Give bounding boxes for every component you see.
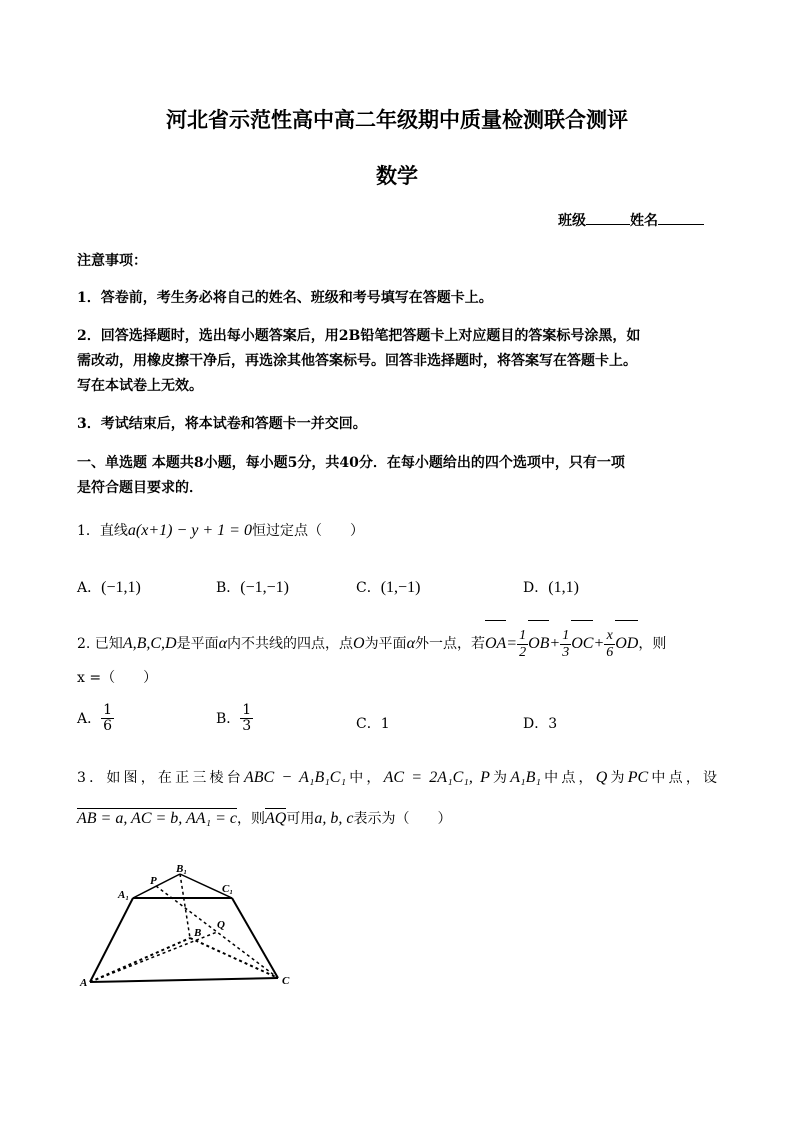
label-C: C: [282, 975, 290, 987]
q1-option-d[interactable]: D．(1,1): [523, 579, 579, 596]
label-Q: Q: [217, 919, 225, 931]
label-P: P: [150, 875, 157, 887]
class-label: 班级: [558, 213, 586, 229]
q2-option-a[interactable]: A． $\frac{1}{6}$: [77, 702, 113, 735]
q1-option-a[interactable]: A．(−1,1): [77, 579, 141, 596]
q2-option-b[interactable]: B． $\frac{1}{3}$: [216, 702, 252, 735]
note-item-1: 1．答卷前，考生务必将自己的姓名、班级和考号填写在答题卡上。: [77, 290, 493, 306]
label-C1: C₁: [222, 883, 234, 895]
section-heading-line-1: 一、单选题 本题共8小题，每小题5分，共40分．在每小题给出的四个选项中，只有一项: [77, 455, 625, 471]
question-3-line-1: 3．如图，在正三棱台ABC − A₁B₁C₁中，AC = 2A₁C₁, P为A₁B₁中点，Q为PC中点，设: [77, 769, 718, 786]
question-2-stem: 2. 已知A,B,C,D是平面α内不共线的四点，点O为平面α外一点，若OA= $\frac{1}{2}$ OB+ $\frac{1}{3}$ OC+ $\frac{x}{6}$ OD，则: [77, 622, 666, 666]
note-item-3: 3．考试结束后，将本试卷和答题卡一并交回。: [77, 416, 367, 432]
label-A: A: [80, 977, 88, 989]
name-label: 姓名: [630, 213, 658, 229]
question-2-line-2: x =（ ）: [77, 670, 158, 686]
q2-option-c[interactable]: C．1: [356, 716, 390, 732]
note-item-2-line-1: 2．回答选择题时，选出每小题答案后，用2B铅笔把答题卡上对应题目的答案标号涂黑，如: [77, 328, 641, 344]
name-blank[interactable]: [658, 224, 704, 225]
class-name-line: [558, 210, 704, 230]
question-1-stem: 1．直线a(x+1) − y + 1 = 0恒过定点（ ）: [77, 522, 364, 539]
notes-heading: 注意事项：: [77, 253, 147, 269]
note-item-2-line-3: 写在本试卷上无效。: [77, 378, 203, 394]
label-B: B: [194, 927, 202, 939]
class-blank[interactable]: [586, 224, 630, 225]
q2-vector-equation: OA= $\frac{1}{2}$ OB+ $\frac{1}{3}$ OC+ $\frac{x}{6}$ OD: [485, 635, 638, 652]
frustum-figure: [70, 860, 310, 1000]
label-A1: A₁: [118, 889, 130, 901]
label-B1: B₁: [176, 863, 188, 875]
question-3-line-2: AB = a, AC = b, AA₁ = c，则AQ可用a, b, c表示为（ ）: [77, 810, 452, 827]
q1-option-c[interactable]: C．(1,−1): [356, 579, 421, 596]
section-heading-line-2: 是符合题目要求的．: [77, 480, 203, 496]
q2-option-d[interactable]: D．3: [523, 716, 558, 732]
note-item-2-line-2: 需改动，用橡皮擦干净后，再选涂其他答案标号。回答非选择题时，将答案写在答题卡上。: [77, 353, 637, 369]
page-title: 河北省示范性高中高二年级期中质量检测联合测评: [166, 107, 628, 132]
q1-option-b[interactable]: B．(−1,−1): [216, 579, 289, 596]
q1-equation: a(x+1) − y + 1 = 0: [127, 522, 252, 539]
subject-title: 数学: [376, 163, 418, 188]
